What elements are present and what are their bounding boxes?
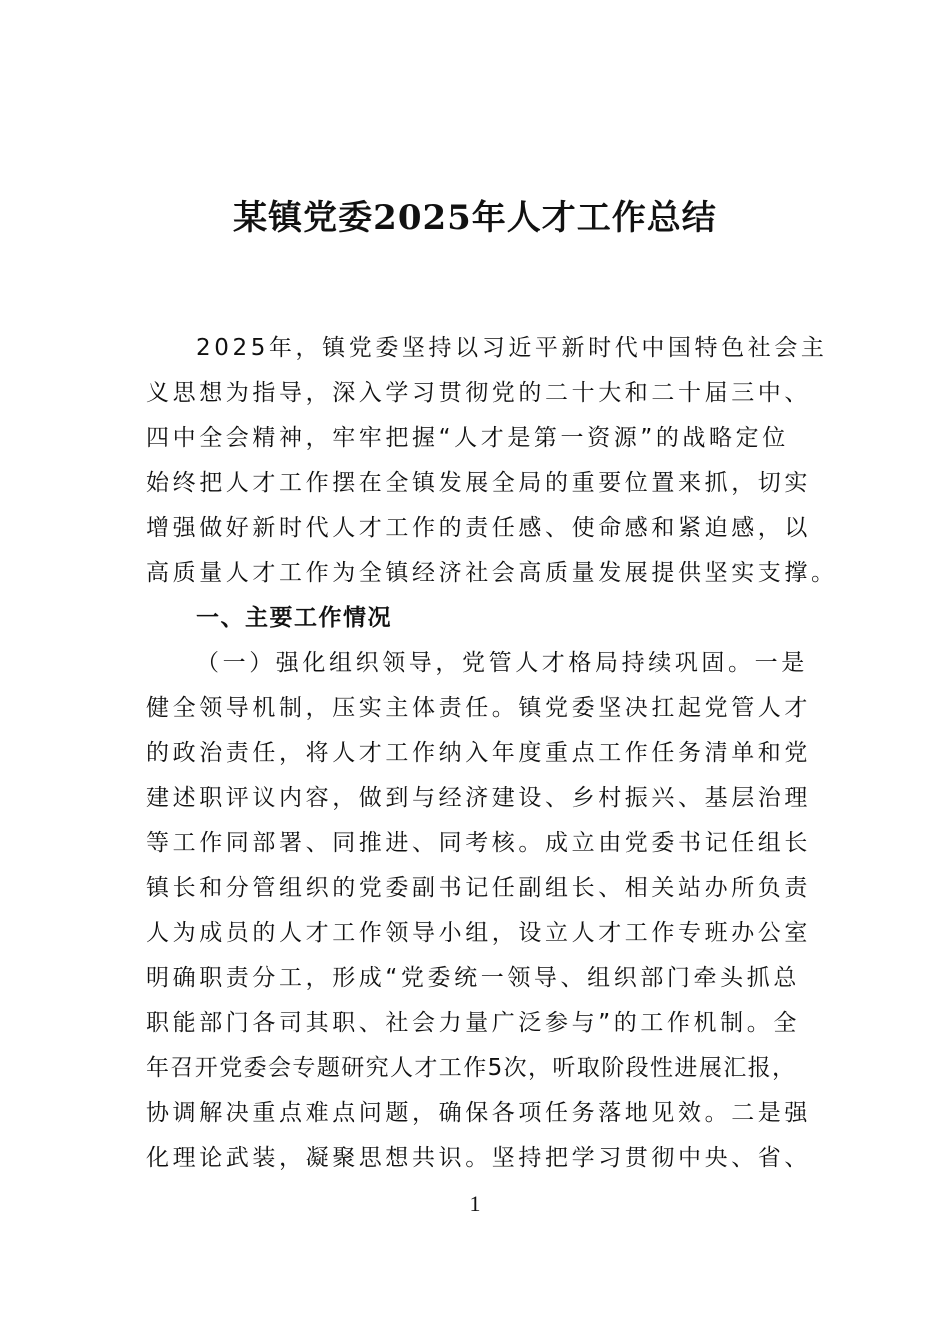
body-line: 高质量人才工作为全镇经济社会高质量发展提供坚实支撑。 [146,560,838,586]
body-line: 健全领导机制，压实主体责任。镇党委坚决扛起党管人才 [146,695,811,721]
body-line: 协调解决重点难点问题，确保各项任务落地见效。二是强 [146,1100,811,1126]
body-line: 始终把人才工作摆在全镇发展全局的重要位置来抓，切实 [146,470,811,496]
body-line: 明确职责分工，形成“党委统一领导、组织部门牵头抓总 [146,965,800,991]
body-line: 2025年，镇党委坚持以习近平新时代中国特色社会主 [196,335,828,361]
document-body [146,326,838,1181]
body-line: 职能部门各司其职、社会力量广泛参与”的工作机制。全 [146,1010,800,1036]
subsection-heading-line: （一）强化组织领导，党管人才格局持续巩固。一是 [196,650,808,676]
body-line: 增强做好新时代人才工作的责任感、使命感和紧迫感，以 [146,515,811,541]
body-line: 等工作同部署、同推进、同考核。成立由党委书记任组长 [146,830,811,856]
body-line: 义思想为指导，深入学习贯彻党的二十大和二十届三中、 [146,380,811,406]
body-line: 四中全会精神，牢牢把握“人才是第一资源”的战略定位 [146,425,789,451]
page-number: 1 [469,1191,481,1216]
body-line: 年召开党委会专题研究人才工作5次，听取阶段性进展汇报， [146,1055,797,1081]
body-line: 建述职评议内容，做到与经济建设、乡村振兴、基层治理 [146,785,811,811]
document-title: 某镇党委2025年人才工作总结 [233,198,717,238]
section-heading: 一、主要工作情况 [196,605,392,631]
body-line: 镇长和分管组织的党委副书记任副组长、相关站办所负责 [146,875,811,901]
body-line: 的政治责任，将人才工作纳入年度重点工作任务清单和党 [146,740,811,766]
body-line: 人为成员的人才工作领导小组，设立人才工作专班办公室 [146,920,811,946]
body-line: 化理论武装，凝聚思想共识。坚持把学习贯彻中央、省、 [146,1145,811,1171]
